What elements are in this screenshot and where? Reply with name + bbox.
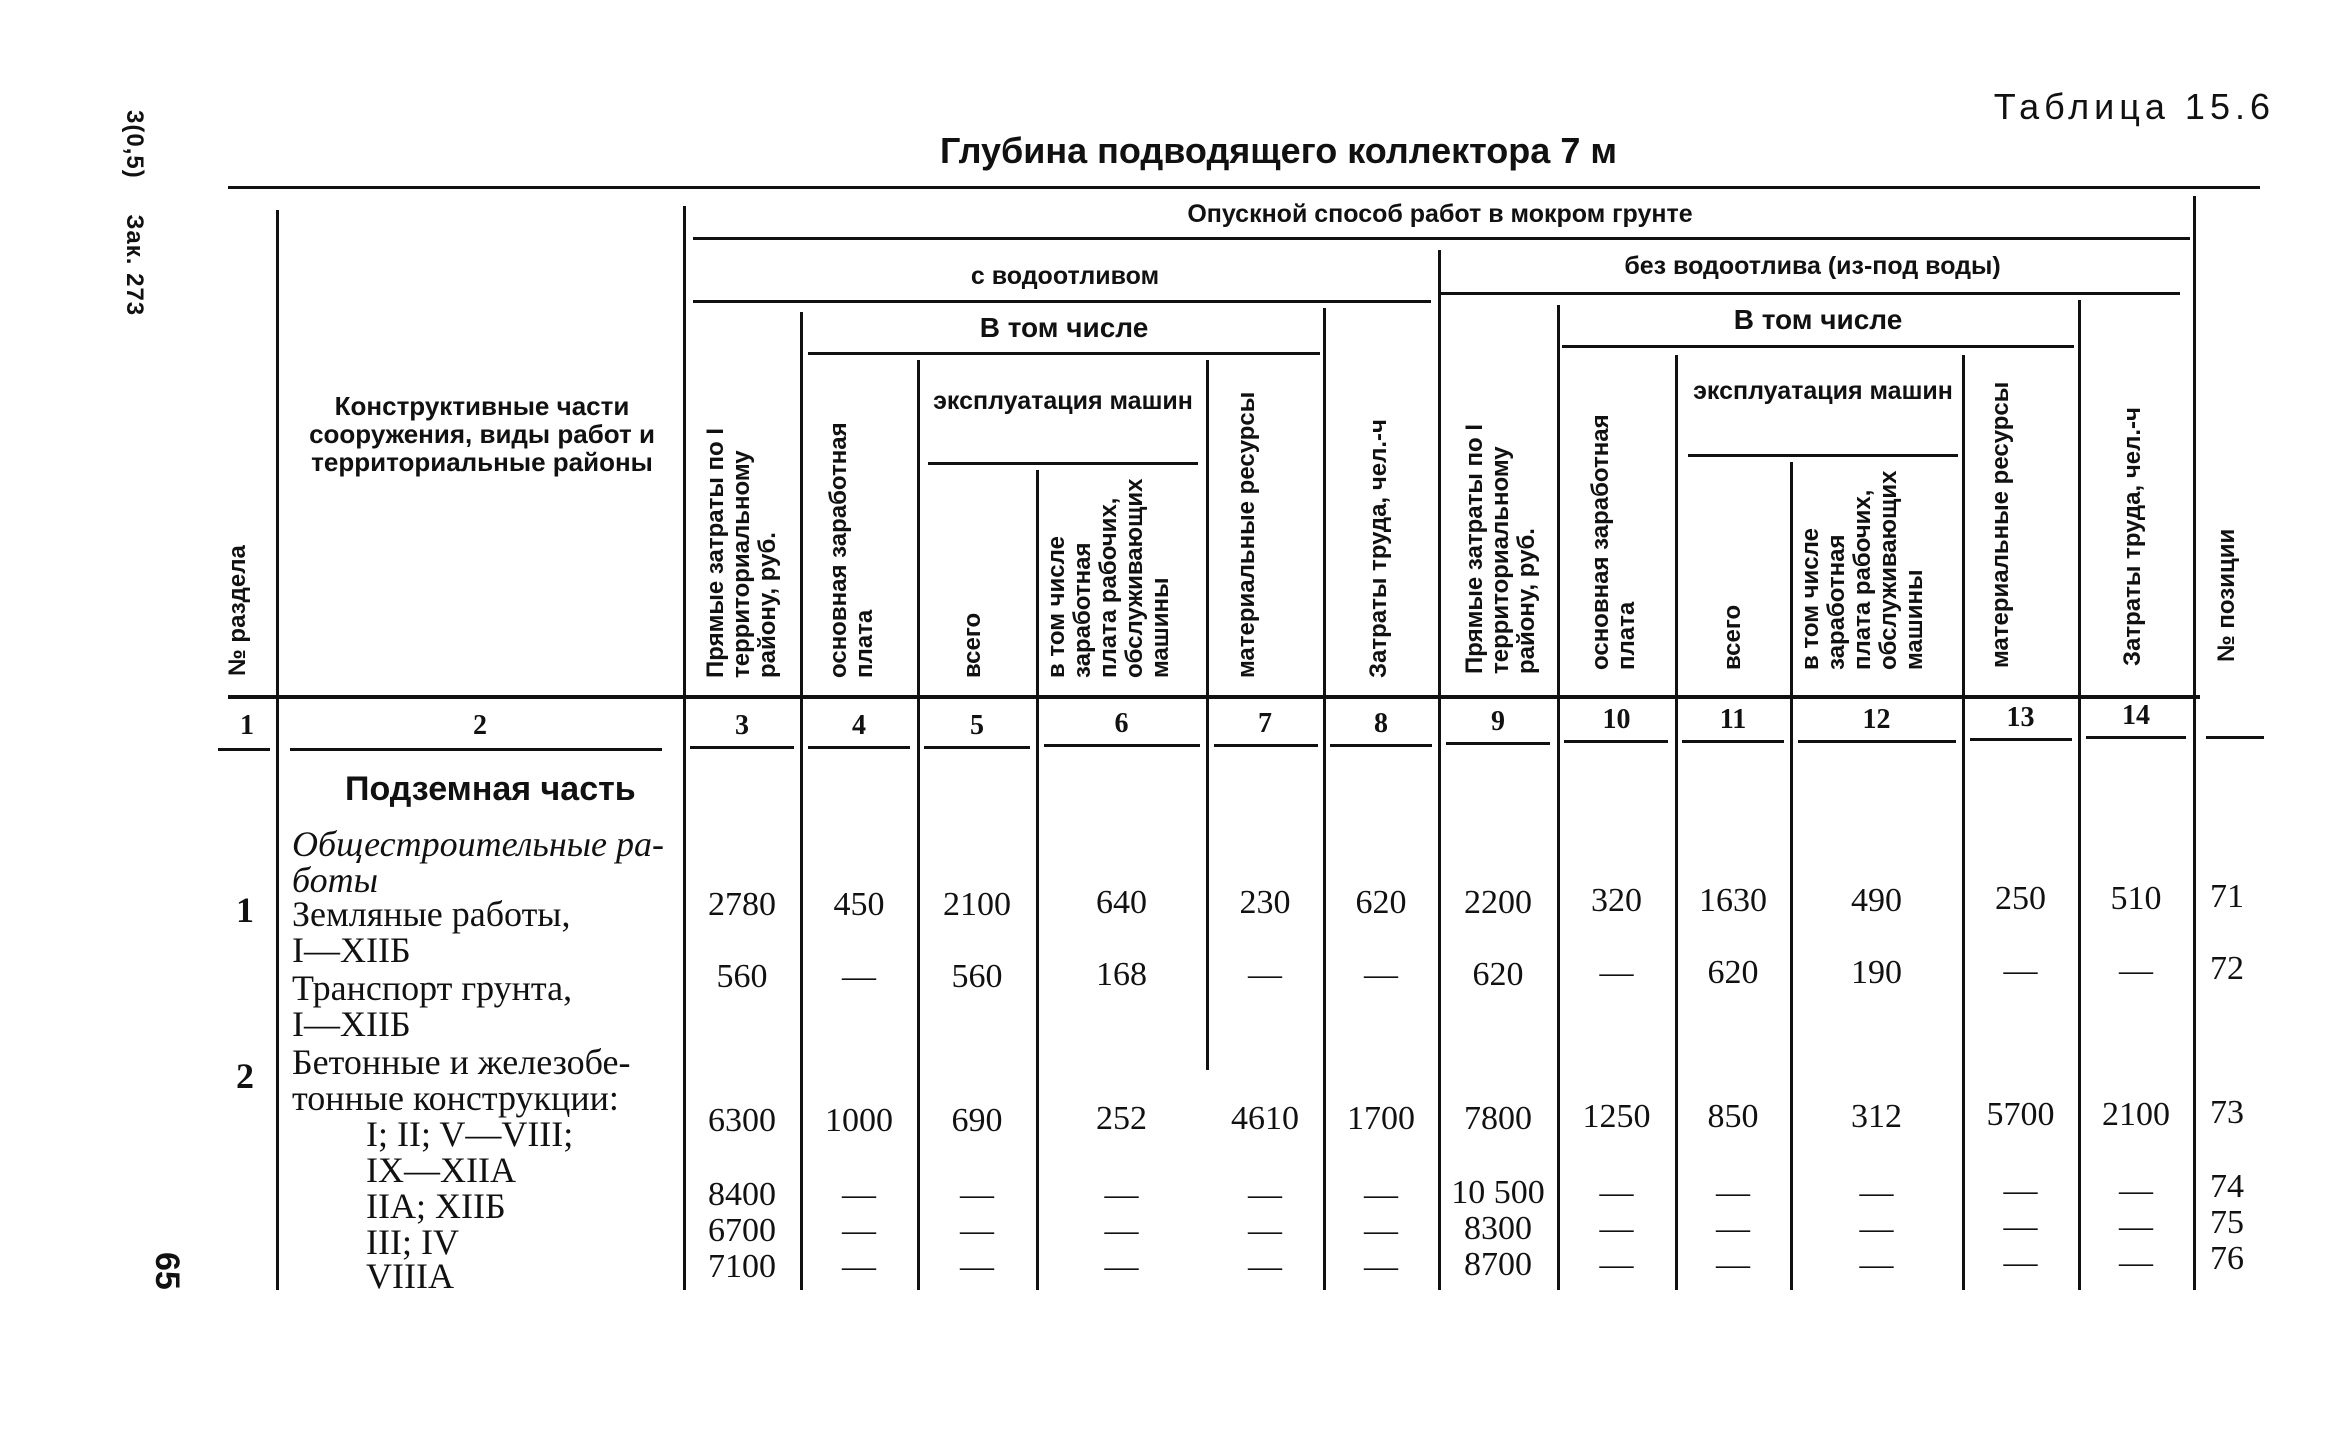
cell: — <box>1248 956 1282 993</box>
cell: 8700 <box>1464 1246 1532 1283</box>
header-total-right: всего <box>1719 604 1746 670</box>
row-label-concrete-1: Бетонные и железобе- <box>292 1042 631 1082</box>
cell: — <box>2119 1208 2153 1245</box>
header-labor-right: Затраты труда, чел.-ч <box>2119 407 2146 666</box>
section-number-1: 1 <box>236 890 254 930</box>
vr-col4 <box>917 360 920 1290</box>
header-machine-wage-right: в том числе заработная плата рабочих, обслуживающих машины <box>1797 470 1928 670</box>
cell: — <box>842 1212 876 1249</box>
cell: — <box>1248 1248 1282 1285</box>
cell: 8400 <box>708 1176 776 1213</box>
cell: 690 <box>951 1102 1003 1139</box>
vr-col12 <box>1962 355 1965 1290</box>
col-number-11: 11 <box>1719 704 1747 735</box>
position-number: 71 <box>2210 878 2244 915</box>
row-label-transport-2: I—XIIБ <box>292 1004 411 1044</box>
position-number: 74 <box>2210 1168 2244 1205</box>
cell: — <box>2003 952 2038 989</box>
top-rule <box>228 186 2260 189</box>
cell: 8300 <box>1464 1210 1532 1247</box>
subgroup-rule-right <box>1441 292 2180 295</box>
table-label: Таблица 15.6 <box>1993 86 2275 127</box>
col-number-6: 6 <box>1114 708 1129 739</box>
col-number-14: 14 <box>2122 700 2150 731</box>
cell: — <box>842 1248 876 1285</box>
side-mark-order: Зак. 273 <box>121 214 148 317</box>
cell: 450 <box>833 886 885 923</box>
cell: — <box>960 1212 994 1249</box>
header-total-left: всего <box>959 612 986 678</box>
cell: — <box>1859 1174 1894 1211</box>
header-without-drainage: без водоотлива (из-под воды) <box>1624 252 2001 280</box>
cell: 230 <box>1239 884 1291 921</box>
header-materials-right: материальные ресурсы <box>1987 381 2014 668</box>
position-number: 75 <box>2210 1204 2244 1241</box>
cell: — <box>1364 956 1398 993</box>
cell: 7800 <box>1464 1100 1532 1137</box>
header-position-no: № позиции <box>2213 528 2240 662</box>
cell: — <box>2003 1244 2038 1281</box>
side-mark-code: 3(0,5) <box>121 110 148 179</box>
subsection-line-1: Общестроительные ра- <box>292 824 665 864</box>
cell: 1700 <box>1347 1100 1415 1137</box>
cell: — <box>1248 1176 1282 1213</box>
cell: 320 <box>1591 882 1642 919</box>
cell: — <box>2003 1208 2038 1245</box>
header-section-no: № раздела <box>224 545 251 676</box>
cell: — <box>1716 1174 1750 1211</box>
cell: — <box>2119 1172 2153 1209</box>
cell: 168 <box>1096 956 1147 993</box>
cell: 4610 <box>1231 1100 1299 1137</box>
row-label-regions-c: III; IV <box>366 1222 459 1262</box>
colnum-underline-4 <box>808 746 910 749</box>
cell: — <box>2003 1172 2038 1209</box>
col-number-12: 12 <box>1862 704 1891 735</box>
header-main-group: Опускной способ работ в мокром грунте <box>1187 200 1693 228</box>
vr-col7 <box>1323 308 1326 1290</box>
col-number-1: 1 <box>240 710 254 741</box>
cell: 5700 <box>1986 1096 2055 1133</box>
colnum-underline-10 <box>1564 740 1668 743</box>
cell: — <box>1364 1176 1398 1213</box>
col-number-9: 9 <box>1491 706 1505 737</box>
cell: 2780 <box>708 886 776 923</box>
machines-rule-left <box>928 462 1198 465</box>
cell: — <box>1716 1246 1750 1283</box>
cell: 312 <box>1851 1098 1902 1135</box>
col-number-4: 4 <box>852 710 866 741</box>
cell: — <box>1599 1210 1634 1247</box>
machines-rule-right <box>1688 454 1958 457</box>
vr-col13 <box>2078 300 2081 1290</box>
header-including-right: В том числе <box>1733 304 1903 335</box>
cell: 2200 <box>1464 884 1532 921</box>
header-with-drainage: с водоотливом <box>970 262 1160 290</box>
vr-col1 <box>276 210 279 1290</box>
header-materials-left: материальные ресурсы <box>1233 391 1260 678</box>
table-title: Глубина подводящего коллектора 7 м <box>940 130 1617 171</box>
cell: — <box>1104 1176 1139 1213</box>
vr-col5 <box>1036 470 1039 1290</box>
vr-col11 <box>1790 462 1793 1290</box>
row-label-regions-a-2: IX—XIIA <box>366 1150 516 1190</box>
col-number-2: 2 <box>473 710 487 741</box>
row-label-regions-d: VIIIA <box>366 1256 454 1296</box>
row-label-regions-b: IIA; XIIБ <box>366 1186 506 1226</box>
cell: 2100 <box>2102 1096 2170 1133</box>
colnum-underline-15 <box>2206 736 2264 739</box>
cell: 10 500 <box>1451 1174 1545 1211</box>
cell: — <box>842 1176 876 1213</box>
section-number-2: 2 <box>236 1056 254 1096</box>
cell: — <box>960 1248 994 1285</box>
colnum-underline-5 <box>924 746 1030 749</box>
colnum-underline-11 <box>1682 740 1784 743</box>
colnum-underline-6 <box>1044 744 1200 747</box>
cell: — <box>1599 1174 1634 1211</box>
page-number: 65 <box>148 1252 186 1290</box>
section-title: Подземная часть <box>345 770 636 808</box>
col-number-7: 7 <box>1258 708 1272 739</box>
cell: 6700 <box>708 1212 776 1249</box>
cell: 620 <box>1472 956 1524 993</box>
cell: 850 <box>1707 1098 1759 1135</box>
cell: 1630 <box>1699 882 1767 919</box>
cell: — <box>842 958 876 995</box>
cell: 620 <box>1707 954 1759 991</box>
vr-col10 <box>1675 355 1678 1290</box>
cell: — <box>1364 1248 1398 1285</box>
row-label-earthworks-2: I—XIIБ <box>292 930 411 970</box>
col-number-5: 5 <box>970 710 984 741</box>
cell: — <box>1859 1210 1894 1247</box>
cell: 1000 <box>825 1102 893 1139</box>
colnum-underline-7 <box>1214 744 1318 747</box>
position-number: 72 <box>2210 950 2244 987</box>
header-parts: Конструктивные части сооружения, виды работ и территориальные районы <box>309 391 655 477</box>
cell: 620 <box>1355 884 1407 921</box>
cell: 2100 <box>943 886 1011 923</box>
cell: 560 <box>716 958 768 995</box>
row-label-regions-a-1: I; II; V—VIII; <box>366 1114 574 1154</box>
colnum-underline-12 <box>1798 740 1956 743</box>
position-number: 73 <box>2210 1094 2244 1131</box>
colnum-underline-2 <box>290 748 662 751</box>
header-direct-costs-right: Прямые затраты по I территориальному району, руб. <box>1461 424 1540 674</box>
cell: — <box>960 1176 994 1213</box>
cell: — <box>1599 1246 1634 1283</box>
colnum-underline-1 <box>218 748 270 751</box>
cell: — <box>1104 1248 1139 1285</box>
col-number-8: 8 <box>1374 708 1388 739</box>
col-number-10: 10 <box>1602 704 1631 735</box>
cell: 490 <box>1851 882 1902 919</box>
cell: 640 <box>1096 884 1147 921</box>
vr-col3 <box>800 312 803 1290</box>
row-label-transport-1: Транспорт грунта, <box>292 968 573 1008</box>
cell: 6300 <box>708 1102 776 1139</box>
cell: 250 <box>1995 880 2046 917</box>
row-label-concrete-2: тонные конструкции: <box>292 1078 619 1118</box>
header-machines-right: эксплуатация машин <box>1693 377 1953 405</box>
subgroup-rule-left <box>693 300 1431 303</box>
colnum-underline-9 <box>1446 742 1550 745</box>
group-rule <box>693 237 2190 240</box>
cell: — <box>2119 952 2153 989</box>
cell: 7100 <box>708 1248 776 1285</box>
colnum-underline-14 <box>2086 736 2186 739</box>
cell: — <box>1859 1246 1894 1283</box>
cell: — <box>1248 1212 1282 1249</box>
col-number-3: 3 <box>735 710 749 741</box>
cell: — <box>1599 954 1634 991</box>
header-labor-left: Затраты труда, чел.-ч <box>1365 419 1392 678</box>
cell: — <box>1716 1210 1750 1247</box>
subsection-line-2: боты <box>292 860 379 900</box>
position-number: 76 <box>2210 1240 2244 1277</box>
cell: — <box>2119 1244 2153 1281</box>
cell: 252 <box>1096 1100 1147 1137</box>
row-label-earthworks-1: Земляные работы, <box>292 894 571 934</box>
cell: 510 <box>2110 880 2162 917</box>
colnum-underline-13 <box>1970 738 2072 741</box>
cell: 190 <box>1851 954 1902 991</box>
col-number-13: 13 <box>2006 702 2035 733</box>
header-bottom-rule <box>228 695 2200 699</box>
vr-col9 <box>1557 305 1560 1290</box>
header-machine-wage-left: в том числе заработная плата рабочих, обслуживающих машины <box>1043 478 1174 678</box>
cell: 560 <box>951 958 1003 995</box>
header-including-left: В том числе <box>979 312 1149 343</box>
colnum-underline-3 <box>690 746 794 749</box>
header-direct-costs-left: Прямые затраты по I территориальному району, руб. <box>702 428 781 678</box>
header-base-wage-left: основная заработная плата <box>825 422 878 678</box>
header-machines-left: эксплуатация машин <box>933 387 1193 415</box>
cell: — <box>1104 1212 1139 1249</box>
cell: 1250 <box>1582 1098 1651 1135</box>
side-marks <box>120 110 148 344</box>
colnum-underline-8 <box>1330 744 1432 747</box>
cell: — <box>1364 1212 1398 1249</box>
header-base-wage-right: основная заработная плата <box>1587 414 1640 670</box>
